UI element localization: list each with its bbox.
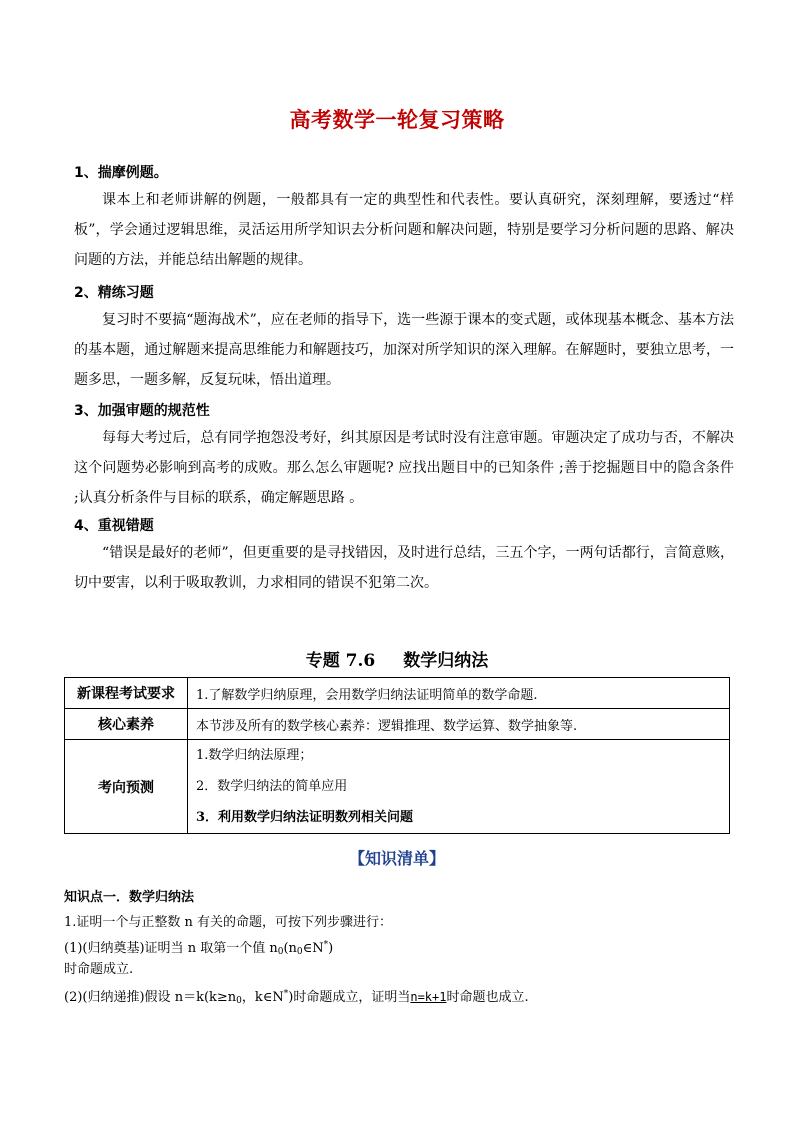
step2-text: 时命题也成立. bbox=[446, 990, 529, 1005]
table-value-core-literacy: 本节涉及所有的数学核心素养：逻辑推理、数学运算、数学抽象等. bbox=[188, 709, 730, 740]
table-row bbox=[65, 740, 730, 834]
superscript: * bbox=[323, 940, 329, 950]
table-label-core-literacy: 核心素养 bbox=[65, 709, 188, 740]
step1-text: (n bbox=[283, 941, 297, 956]
forecast-item: 2．数学归纳法的简单应用 bbox=[196, 779, 348, 794]
section-body-4: “错误是最好的老师”，但更重要的是寻找错因，及时进行总结，三五个字，一两句话都行，言简意赅，切中要害，以利于吸取教训，力求相同的错误不犯第二次。 bbox=[74, 545, 734, 591]
subscript: 0 bbox=[296, 947, 303, 957]
step2-text: (2)(归纳递推)假设 n＝k(k≥n bbox=[64, 990, 237, 1005]
step2-text: )时命题成立，证明当 bbox=[288, 990, 411, 1005]
section-heading-2: 2、精练习题 bbox=[74, 285, 154, 301]
requirements-table bbox=[64, 677, 730, 834]
document-title: 高考数学一轮复习策略 bbox=[289, 108, 505, 132]
knowledge-point-heading: 知识点一．数学归纳法 bbox=[64, 890, 195, 905]
section-body-1: 课本上和老师讲解的例题，一般都具有一定的典型性和代表性。要认真研究，深刻理解，要透过“样板”，学会通过逻辑思维，灵活运用所学知识去分析问题和解决问题，特别是要学习分析问题的思路、解决问题的方法，并能总结出解题的规律。 bbox=[74, 192, 734, 268]
step1-text: ) bbox=[328, 941, 334, 956]
superscript: * bbox=[283, 989, 289, 999]
table-label-requirements: 新课程考试要求 bbox=[65, 678, 188, 709]
section-body-2: 复习时不要搞“题海战术”，应在老师的指导下，选一些源于课本的变式题，或体现基本概念、基本方法的基本题，通过解题来提高思维能力和解题技巧，加深对所学知识的深入理解。在解题时，要独立思考，一题多思，一题多解，反复玩味，悟出道理。 bbox=[74, 312, 734, 388]
topic-number: 专题 7.6 bbox=[305, 651, 376, 671]
topic-title bbox=[0, 646, 794, 671]
underlined-expression: n=k+1 bbox=[410, 990, 447, 1004]
table-row bbox=[65, 709, 730, 740]
forecast-item: 1.数学归纳法原理； bbox=[196, 748, 313, 763]
knowledge-banner: 【知识清单】 bbox=[348, 849, 445, 868]
step2-text: ，k∈N bbox=[241, 990, 284, 1005]
step1-text: ∈N bbox=[302, 941, 324, 956]
forecast-item: 3．利用数学归纳法证明数列相关问题 bbox=[196, 810, 414, 825]
knowledge-step-2 bbox=[64, 986, 529, 1006]
knowledge-step-1-line-2: 时命题成立. bbox=[64, 962, 134, 977]
table-value-forecast bbox=[188, 740, 730, 834]
knowledge-step-1 bbox=[64, 937, 333, 957]
subscript: 0 bbox=[277, 947, 284, 957]
section-heading-1: 1、揣摩例题。 bbox=[74, 165, 168, 181]
step1-text: (1)(归纳奠基)证明当 n 取第一个值 n bbox=[64, 941, 278, 956]
section-body-3: 每每大考过后，总有同学抱怨没考好，纠其原因是考试时没有注意审题。审题决定了成功与否，不解决这个问题势必影响到高考的成败。那么怎么审题呢? 应找出题目中的已知条件 ;善于挖掘题目中的隐含条件 ;认真分析条件与目标的联系，确定解题思路 。 bbox=[74, 430, 734, 506]
topic-name: 数学归纳法 bbox=[403, 651, 489, 671]
table-label-forecast: 考向预测 bbox=[65, 740, 188, 834]
table-row bbox=[65, 678, 730, 709]
knowledge-line-1: 1.证明一个与正整数 n 有关的命题，可按下列步骤进行： bbox=[64, 915, 393, 930]
subscript: 0 bbox=[236, 996, 242, 1006]
section-heading-3: 3、加强审题的规范性 bbox=[74, 403, 210, 419]
table-value-requirements: 1.了解数学归纳原理，会用数学归纳法证明简单的数学命题. bbox=[188, 678, 730, 709]
section-heading-4: 4、重视错题 bbox=[74, 518, 154, 534]
